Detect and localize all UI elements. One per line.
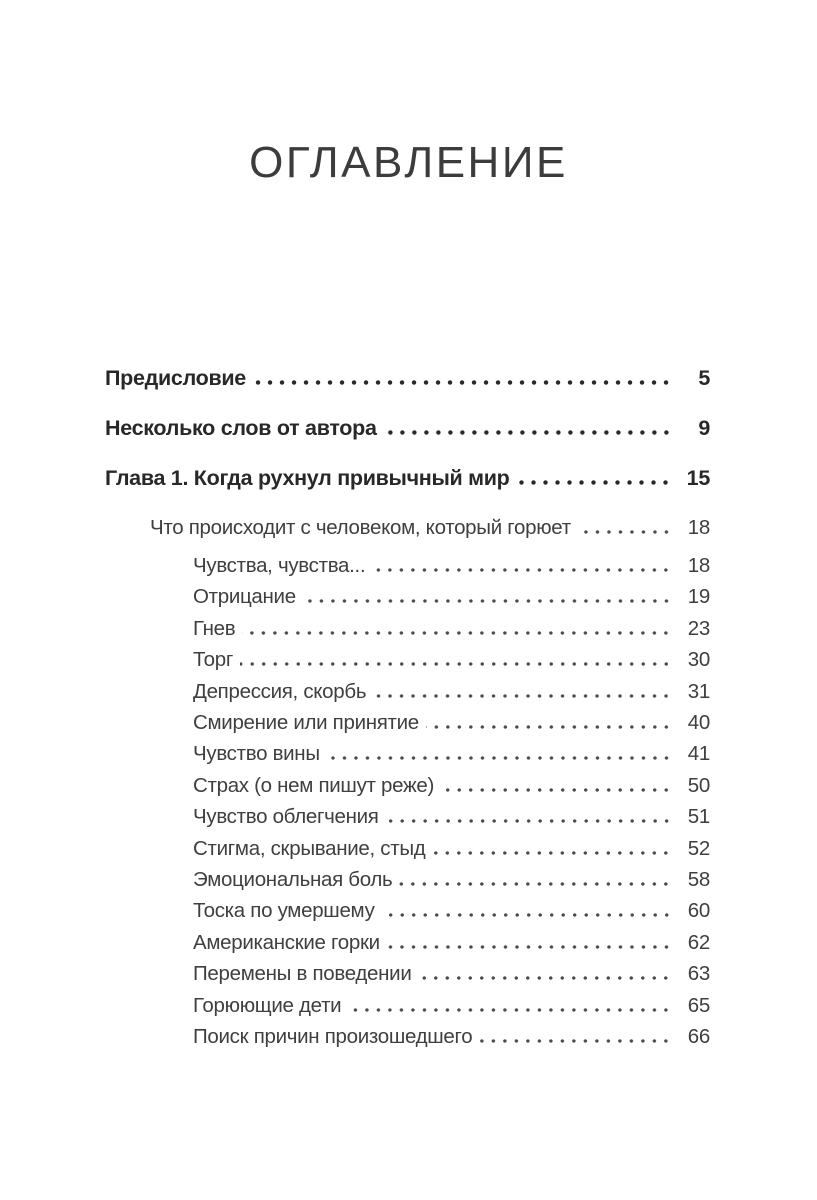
toc-entry-page: 18 [687, 516, 710, 539]
toc-leader-dots [516, 480, 672, 485]
toc-entry [105, 613, 710, 644]
toc-leader-dots [426, 725, 672, 729]
toc-leader-dots [479, 1039, 672, 1043]
toc-entry-label: Что происходит с человеком, который горюет [150, 516, 571, 539]
toc-leader-dots [432, 851, 672, 855]
toc-entry-page: 30 [687, 648, 710, 672]
toc-entry-label: Эмоциональная боль [193, 868, 393, 892]
toc-entry-page: 9 [698, 416, 710, 440]
toc-entry-label: Стигма, скрывание, стыд [193, 836, 426, 860]
toc-leader-dots [382, 913, 672, 917]
toc-entry [105, 864, 710, 895]
toc-entry-label: Чувства, чувства... [193, 554, 366, 577]
toc-leader-dots [384, 430, 672, 435]
toc-entry [105, 550, 710, 581]
toc-entry-page: 62 [687, 930, 710, 954]
toc-entry [105, 801, 710, 832]
toc-entry-page: 18 [687, 554, 710, 577]
toc-entry-page: 23 [687, 616, 710, 640]
toc-entry [105, 415, 710, 441]
toc-entry-page: 5 [698, 366, 710, 390]
toc-entry-label: Несколько слов от автора [105, 416, 377, 440]
toc-entry-label: Смирение или принятие [193, 711, 419, 735]
toc-entry-label: Торг [193, 648, 234, 672]
toc-entry [105, 707, 710, 738]
toc-leader-dots [578, 530, 672, 534]
toc-entry-page: 19 [687, 585, 710, 609]
toc-entry-label: Гнев [193, 616, 236, 640]
toc-entry-page: 40 [687, 711, 710, 735]
toc-entry-page: 31 [687, 679, 710, 703]
toc-entry-page: 41 [687, 742, 710, 766]
toc-entry-label: Перемены в поведении [193, 962, 412, 986]
toc-leader-dots [240, 662, 672, 666]
toc-leader-dots [441, 788, 672, 792]
toc-entry-page: 65 [687, 993, 710, 1017]
toc-entry [105, 927, 710, 958]
toc-entry-page: 52 [687, 836, 710, 860]
toc-leader-dots [327, 756, 672, 760]
toc-leader-dots [242, 631, 672, 635]
toc-entry [105, 990, 710, 1021]
toc-entry-page: 58 [687, 868, 710, 892]
toc-list [105, 365, 710, 1053]
toc-entry [105, 515, 710, 541]
toc-leader-dots [387, 945, 672, 949]
toc-entry-label: Горюющие дети [193, 993, 342, 1017]
toc-entry-label: Страх (о нем пишут реже) [193, 773, 435, 797]
page-title: ОГЛАВЛЕНИЕ [249, 138, 568, 187]
toc-entry-page: 51 [687, 805, 710, 829]
toc-entry [105, 676, 710, 707]
toc-entry-label: Предисловие [105, 366, 246, 390]
toc-entry-label: Тоска по умершему [193, 899, 375, 923]
toc-entry [105, 770, 710, 801]
toc-entry-page: 15 [686, 466, 710, 490]
toc-entry-label: Отрицание [193, 585, 296, 609]
toc-entry-page: 60 [687, 899, 710, 923]
toc-entry [105, 738, 710, 769]
toc-entry [105, 465, 710, 491]
toc-leader-dots [418, 976, 672, 980]
toc-entry-page: 66 [687, 1025, 710, 1049]
toc-entry [105, 644, 710, 675]
toc-entry-page: 63 [687, 962, 710, 986]
toc-leader-dots [399, 882, 672, 886]
toc-entry-label: Депрессия, скорбь [193, 679, 367, 703]
toc-entry [105, 833, 710, 864]
toc-entry-page: 50 [687, 773, 710, 797]
toc-entry-label: Поиск причин произошедшего [193, 1025, 473, 1049]
toc-entry [105, 895, 710, 926]
toc-leader-dots [253, 380, 672, 385]
toc-entry [105, 581, 710, 612]
toc-entry-label: Чувство вины [193, 742, 320, 766]
toc-leader-dots [348, 1008, 672, 1012]
toc-entry [105, 958, 710, 989]
toc-leader-dots [386, 819, 672, 823]
toc-entry [105, 365, 710, 391]
toc-leader-dots [303, 599, 672, 603]
toc-leader-dots [373, 694, 672, 698]
toc-entry-label: Американские горки [193, 930, 380, 954]
toc-entry [105, 1021, 710, 1052]
toc-entry-label: Глава 1. Когда рухнул привычный мир [105, 466, 510, 490]
toc-entry-label: Чувство облегчения [193, 805, 379, 829]
toc-leader-dots [372, 568, 672, 572]
